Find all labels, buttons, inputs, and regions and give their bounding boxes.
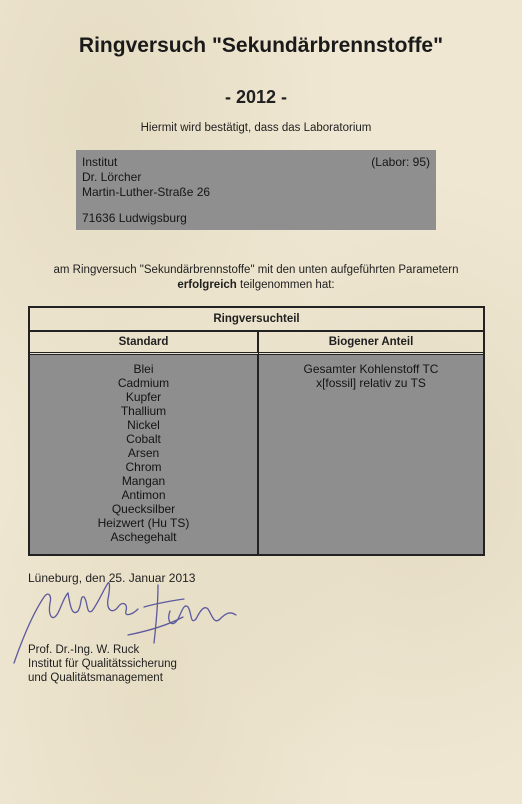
lab-code: (Labor: 95) — [371, 155, 430, 169]
standard-parameter-item: Cobalt — [126, 432, 161, 446]
biogen-parameter-list — [259, 355, 483, 554]
standard-parameter-list — [30, 355, 259, 554]
participation-line-1: am Ringversuch "Sekundärbrennstoffe" mit den unten aufgeführten Parametern — [53, 264, 459, 276]
biogen-parameter-item: Gesamter Kohlenstoff TC — [303, 362, 439, 376]
certificate-year: - 2012 - — [224, 87, 288, 107]
lab-street: Martin-Luther-Straße 26 — [82, 185, 211, 199]
intro-text: Hiermit wird bestätigt, dass das Laboratorium — [140, 122, 372, 134]
column-header-standard: Standard — [30, 332, 259, 355]
table-title: Ringversuchteil — [30, 308, 483, 332]
standard-parameter-item: Nickel — [127, 418, 160, 432]
signer-name: Prof. Dr.-Ing. W. Ruck — [28, 644, 140, 656]
lab-person: Dr. Lörcher — [82, 170, 142, 184]
standard-parameter-item: Blei — [133, 362, 154, 376]
place-and-date: Lüneburg, den 25. Januar 2013 — [28, 571, 196, 585]
standard-parameter-item: Kupfer — [125, 390, 162, 404]
participation-tail: teilgenommen hat: — [236, 279, 335, 291]
laboratory-address-block — [76, 150, 436, 230]
lab-city: 71636 Ludwigsburg — [82, 211, 187, 225]
certificate-title: Ringversuch "Sekundärbrennstoffe" — [78, 34, 444, 57]
parameter-table — [28, 306, 485, 556]
column-header-biogen: Biogener Anteil — [259, 332, 483, 355]
participation-emphasis: erfolgreich — [177, 279, 237, 291]
participation-text — [0, 263, 512, 293]
standard-parameter-item: Chrom — [125, 460, 162, 474]
participation-line-2 — [0, 278, 512, 293]
standard-parameter-item: Antimon — [121, 488, 166, 502]
signer-block — [28, 643, 177, 685]
standard-parameter-item: Aschegehalt — [110, 530, 177, 544]
standard-parameter-item: Thallium — [120, 404, 167, 418]
biogen-parameter-item: x[fossil] relativ zu TS — [316, 376, 426, 390]
standard-parameter-item: Arsen — [127, 446, 160, 460]
lab-name: Institut — [82, 155, 118, 169]
signer-institute: Institut für Qualitätssicherung — [28, 658, 177, 670]
standard-parameter-item: Cadmium — [117, 376, 170, 390]
standard-parameter-item: Mangan — [121, 474, 166, 488]
standard-parameter-item: Heizwert (Hu TS) — [97, 516, 190, 530]
standard-parameter-item: Quecksilber — [111, 502, 176, 516]
signer-institute-2: und Qualitätsmanagement — [28, 672, 163, 684]
